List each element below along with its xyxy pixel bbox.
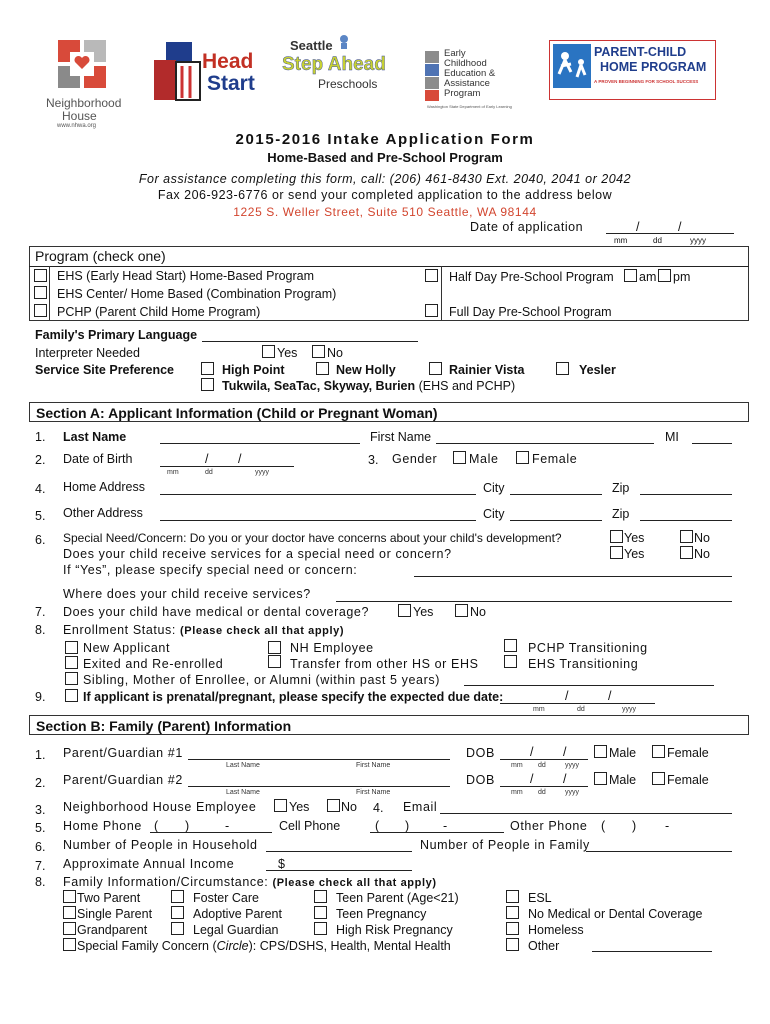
special-need-no-label: No bbox=[694, 531, 710, 545]
head-start-blocks-icon bbox=[152, 40, 204, 102]
income-dollar: $ bbox=[278, 857, 285, 871]
a-n7: 7. bbox=[35, 605, 46, 619]
a-n3: 3. bbox=[368, 453, 379, 467]
pg1-label: Parent/Guardian #1 bbox=[63, 746, 183, 760]
sa-seattle: Seattle bbox=[290, 38, 333, 53]
dob-label: Date of Birth bbox=[63, 452, 133, 466]
date-of-application-field[interactable] bbox=[606, 233, 734, 234]
hs-start: Start bbox=[207, 72, 255, 95]
b-n2: 2. bbox=[35, 776, 46, 790]
nh-employee-q-label: Neighborhood House Employee bbox=[63, 800, 257, 814]
home-phone-paren-close: ) bbox=[185, 819, 190, 833]
pchp-transitioning-checkbox[interactable] bbox=[504, 639, 517, 652]
transfer-checkbox[interactable] bbox=[268, 655, 281, 668]
pg2-dd: dd bbox=[538, 789, 546, 796]
two-parent-checkbox[interactable] bbox=[63, 890, 76, 903]
date-slash-2: / bbox=[678, 220, 682, 234]
program-divider bbox=[29, 266, 749, 267]
high-point-checkbox[interactable] bbox=[201, 362, 214, 375]
ehs-transitioning-label: EHS Transitioning bbox=[528, 657, 639, 671]
sibling-checkbox[interactable] bbox=[65, 672, 78, 685]
where-services-field[interactable] bbox=[336, 601, 732, 602]
special-concern-circle: Circle bbox=[216, 939, 249, 953]
b-n5: 5. bbox=[35, 821, 46, 835]
pg2-last-caption: Last Name bbox=[226, 789, 260, 796]
mi-field[interactable] bbox=[692, 443, 732, 444]
other-city-field[interactable] bbox=[510, 520, 602, 521]
b-nh-no-checkbox[interactable] bbox=[327, 799, 340, 812]
ehs-center-checkbox[interactable] bbox=[34, 286, 47, 299]
pg2-female-label: Female bbox=[667, 773, 709, 787]
teen-pregnancy-checkbox[interactable] bbox=[314, 906, 327, 919]
yesler-checkbox[interactable] bbox=[556, 362, 569, 375]
hs-head: Head bbox=[202, 50, 254, 73]
special-need-yes-label: Yes bbox=[624, 531, 645, 545]
adoptive-parent-label: Adoptive Parent bbox=[193, 907, 282, 921]
new-applicant-checkbox[interactable] bbox=[65, 641, 78, 654]
pg1-yyyy: yyyy bbox=[565, 762, 579, 769]
receive-services-yes-label: Yes bbox=[624, 547, 645, 561]
female-label: Female bbox=[532, 452, 578, 466]
special-need-yes-checkbox[interactable] bbox=[610, 530, 623, 543]
teen-pregnancy-label: Teen Pregnancy bbox=[336, 907, 427, 921]
email-field[interactable] bbox=[440, 813, 732, 814]
program-col-line bbox=[49, 266, 51, 321]
coverage-yes-checkbox[interactable] bbox=[398, 604, 411, 617]
single-parent-checkbox[interactable] bbox=[63, 906, 76, 919]
pg1-first-caption: First Name bbox=[356, 762, 391, 769]
program-col-line-2 bbox=[441, 266, 443, 321]
sibling-label: Sibling, Mother of Enrollee, or Alumni (within past 5 years) bbox=[83, 673, 440, 687]
receive-services-question: Does your child receive services for a special need or concern? bbox=[63, 547, 452, 561]
section-a-heading: Section A: Applicant Information (Child or Pregnant Woman) bbox=[29, 402, 749, 422]
prenatal-checkbox[interactable] bbox=[65, 689, 78, 702]
cell-phone-dash: - bbox=[443, 819, 448, 833]
dob-mm: mm bbox=[167, 469, 179, 476]
family-circ-label: Family Information/Circumstance: bbox=[63, 875, 269, 889]
pg1-dob-label: DOB bbox=[466, 746, 495, 760]
high-risk-label: High Risk Pregnancy bbox=[336, 923, 453, 937]
form-subtitle: Home-Based and Pre-School Program bbox=[267, 150, 503, 165]
eceap-l4: Assistance bbox=[444, 78, 490, 89]
b-n7: 7. bbox=[35, 859, 46, 873]
no-coverage-label: No Medical or Dental Coverage bbox=[528, 907, 703, 921]
home-phone-label: Home Phone bbox=[63, 819, 142, 833]
family-count-field[interactable] bbox=[586, 851, 732, 852]
home-phone-paren-open: ( bbox=[154, 819, 159, 833]
eceap-l5: Program bbox=[444, 88, 481, 99]
high-risk-checkbox[interactable] bbox=[314, 922, 327, 935]
sa-figure-icon bbox=[336, 34, 352, 50]
other-phone-label: Other Phone bbox=[510, 819, 588, 833]
rainier-vista-checkbox[interactable] bbox=[429, 362, 442, 375]
ehs-center-label: EHS Center/ Home Based (Combination Program) bbox=[57, 287, 337, 301]
b-n3: 3. bbox=[35, 803, 46, 817]
other-city-label: City bbox=[483, 507, 505, 521]
dob-field[interactable] bbox=[160, 466, 294, 467]
am-label: am bbox=[639, 270, 657, 284]
pg2-name-field[interactable] bbox=[188, 786, 450, 787]
enrollment-label: Enrollment Status: bbox=[63, 623, 176, 637]
adoptive-parent-checkbox[interactable] bbox=[171, 906, 184, 919]
home-phone-field[interactable] bbox=[150, 832, 272, 833]
pg1-dob-slash-1: / bbox=[530, 745, 534, 759]
dob-dd: dd bbox=[205, 469, 213, 476]
cell-phone-label: Cell Phone bbox=[279, 819, 341, 833]
interpreter-yes-checkbox[interactable] bbox=[262, 345, 275, 358]
half-day-checkbox[interactable] bbox=[425, 269, 438, 282]
eceap-l6: Washington State Department of Early Learning bbox=[427, 104, 512, 109]
single-parent-label: Single Parent bbox=[77, 907, 153, 921]
pg2-label: Parent/Guardian #2 bbox=[63, 773, 183, 787]
other-address-field[interactable] bbox=[160, 520, 476, 521]
due-slash-2: / bbox=[608, 689, 612, 703]
pg2-dob-slash-1: / bbox=[530, 772, 534, 786]
no-coverage-checkbox[interactable] bbox=[506, 906, 519, 919]
special-need-question: Special Need/Concern: Do you or your doctor have concerns about your child's development? bbox=[63, 531, 562, 545]
fax-line: Fax 206-923-6776 or send your completed application to the address below bbox=[157, 188, 613, 202]
due-slash-1: / bbox=[565, 689, 569, 703]
pg1-dob-field[interactable] bbox=[500, 759, 588, 760]
interpreter-yes-label: Yes bbox=[277, 346, 298, 360]
other-phone-dash: - bbox=[665, 819, 670, 833]
pc-l3: A PROVEN BEGINNING FOR SCHOOL SUCCESS bbox=[594, 79, 699, 84]
cell-phone-paren-open: ( bbox=[375, 819, 380, 833]
b-nh-yes-checkbox[interactable] bbox=[274, 799, 287, 812]
other-phone-paren-open: ( bbox=[601, 819, 606, 833]
coverage-question: Does your child have medical or dental coverage? bbox=[63, 605, 370, 619]
interpreter-label: Interpreter Needed bbox=[35, 346, 140, 360]
due-yyyy: yyyy bbox=[622, 706, 636, 713]
special-concern-options: ): CPS/DSHS, Health, Mental Health bbox=[248, 939, 451, 953]
cell-phone-field[interactable] bbox=[370, 832, 504, 833]
homeless-checkbox[interactable] bbox=[506, 922, 519, 935]
male-label: Male bbox=[469, 452, 499, 466]
eceap-l1: Early bbox=[444, 48, 466, 59]
other-zip-field[interactable] bbox=[640, 520, 732, 521]
nh-url: www.nhwa.org bbox=[57, 123, 97, 129]
teen-parent-label: Teen Parent (Age<21) bbox=[336, 891, 459, 905]
other-address-label: Other Address bbox=[63, 506, 143, 520]
new-holly-checkbox[interactable] bbox=[316, 362, 329, 375]
high-point-label: High Point bbox=[222, 363, 285, 377]
other-zip-label: Zip bbox=[612, 507, 630, 521]
income-field[interactable] bbox=[266, 870, 412, 871]
due-mm: mm bbox=[533, 706, 545, 713]
family-count-label: Number of People in Family bbox=[420, 838, 590, 852]
pg1-dob-slash-2: / bbox=[563, 745, 567, 759]
special-concern-checkbox[interactable] bbox=[63, 938, 76, 951]
pg1-last-caption: Last Name bbox=[226, 762, 260, 769]
eceap-icon bbox=[424, 50, 440, 102]
legal-guardian-checkbox[interactable] bbox=[171, 922, 184, 935]
date-mm: mm bbox=[614, 236, 628, 245]
dob-slash-2: / bbox=[238, 452, 242, 466]
foster-care-checkbox[interactable] bbox=[171, 890, 184, 903]
pg1-male-checkbox[interactable] bbox=[594, 745, 607, 758]
new-holly-label: New Holly bbox=[336, 363, 396, 377]
esl-label: ESL bbox=[528, 891, 552, 905]
nh-name2: House bbox=[62, 109, 97, 123]
exited-label: Exited and Re-enrolled bbox=[83, 657, 224, 671]
sa-step: Step Ahead bbox=[282, 54, 386, 75]
enrollment-note: (Please check all that apply) bbox=[180, 625, 345, 637]
b-nh-no-label: No bbox=[341, 800, 357, 814]
specify-need-label: If “Yes”, please specify special need or concern: bbox=[63, 563, 358, 577]
pg2-first-caption: First Name bbox=[356, 789, 391, 796]
home-address-field[interactable] bbox=[160, 494, 476, 495]
pg2-yyyy: yyyy bbox=[565, 789, 579, 796]
home-city-field[interactable] bbox=[510, 494, 602, 495]
pchp-label: PCHP (Parent Child Home Program) bbox=[57, 305, 261, 319]
pg1-mm: mm bbox=[511, 762, 523, 769]
receive-services-no-label: No bbox=[694, 547, 710, 561]
b-nh-yes-label: Yes bbox=[289, 800, 310, 814]
special-need-no-checkbox[interactable] bbox=[680, 530, 693, 543]
tukwila-note: (EHS and PCHP) bbox=[418, 379, 516, 393]
income-label: Approximate Annual Income bbox=[63, 857, 235, 871]
other-circ-label: Other bbox=[528, 939, 560, 953]
coverage-no-label: No bbox=[470, 605, 486, 619]
two-parent-label: Two Parent bbox=[77, 891, 141, 905]
foster-care-label: Foster Care bbox=[193, 891, 259, 905]
date-slash-1: / bbox=[636, 220, 640, 234]
household-field[interactable] bbox=[266, 851, 412, 852]
tukwila-checkbox[interactable] bbox=[201, 378, 214, 391]
female-checkbox[interactable] bbox=[516, 451, 529, 464]
primary-language-label: Family's Primary Language bbox=[35, 328, 198, 342]
cell-phone-paren-close: ) bbox=[405, 819, 410, 833]
pchp-checkbox[interactable] bbox=[34, 304, 47, 317]
b-n1: 1. bbox=[35, 748, 46, 762]
date-yyyy: yyyy bbox=[690, 236, 706, 245]
b-n8: 8. bbox=[35, 875, 46, 889]
ehs-transitioning-checkbox[interactable] bbox=[504, 655, 517, 668]
home-zip-label: Zip bbox=[612, 481, 630, 495]
form-title: 2015-2016 Intake Application Form bbox=[235, 131, 535, 148]
home-zip-field[interactable] bbox=[640, 494, 732, 495]
grandparent-label: Grandparent bbox=[77, 923, 148, 937]
section-b-heading: Section B: Family (Parent) Information bbox=[29, 715, 749, 735]
rainier-vista-label: Rainier Vista bbox=[449, 363, 525, 377]
home-address-label: Home Address bbox=[63, 480, 145, 494]
eceap-l3: Education & bbox=[444, 68, 496, 79]
eceap-l2: Childhood bbox=[444, 58, 487, 69]
pchp-transitioning-label: PCHP Transitioning bbox=[528, 641, 648, 655]
first-name-field[interactable] bbox=[436, 443, 654, 444]
pg1-name-field[interactable] bbox=[188, 759, 450, 760]
interpreter-no-label: No bbox=[327, 346, 343, 360]
a-n6: 6. bbox=[35, 533, 46, 547]
pm-label: pm bbox=[673, 270, 691, 284]
b-n4: 4. bbox=[373, 801, 384, 815]
gender-label: Gender bbox=[392, 452, 438, 466]
exited-checkbox[interactable] bbox=[65, 656, 78, 669]
male-checkbox[interactable] bbox=[453, 451, 466, 464]
a-n1: 1. bbox=[35, 430, 46, 444]
neighborhood-house-icon bbox=[54, 36, 110, 92]
where-services-label: Where does your child receive services? bbox=[63, 587, 311, 601]
a-n2: 2. bbox=[35, 453, 46, 467]
pg1-female-label: Female bbox=[667, 746, 709, 760]
address-line: 1225 S. Weller Street, Suite 510 Seattle, WA 98144 bbox=[233, 205, 537, 219]
homeless-label: Homeless bbox=[528, 923, 584, 937]
pg2-male-label: Male bbox=[609, 773, 637, 787]
pg2-dob-field[interactable] bbox=[500, 786, 588, 787]
tukwila-label: Tukwila, SeaTac, Skyway, Burien bbox=[222, 379, 416, 393]
interpreter-no-checkbox[interactable] bbox=[312, 345, 325, 358]
other-circ-checkbox[interactable] bbox=[506, 938, 519, 951]
last-name-label: Last Name bbox=[63, 430, 127, 444]
pg2-male-checkbox[interactable] bbox=[594, 772, 607, 785]
due-dd: dd bbox=[577, 706, 585, 713]
coverage-no-checkbox[interactable] bbox=[455, 604, 468, 617]
parent-child-logo bbox=[549, 40, 716, 100]
a-n4: 4. bbox=[35, 482, 46, 496]
specify-need-field[interactable] bbox=[414, 576, 732, 577]
a-n8: 8. bbox=[35, 623, 46, 637]
ehs-checkbox[interactable] bbox=[34, 269, 47, 282]
a-n5: 5. bbox=[35, 509, 46, 523]
service-site-label: Service Site Preference bbox=[35, 363, 174, 377]
pg1-female-checkbox[interactable] bbox=[652, 745, 665, 758]
first-name-label: First Name bbox=[370, 430, 432, 444]
pm-checkbox[interactable] bbox=[658, 269, 671, 282]
a-n9: 9. bbox=[35, 690, 46, 704]
special-concern-label: Special Family Concern ( bbox=[77, 939, 217, 953]
half-day-label: Half Day Pre-School Program bbox=[449, 270, 614, 284]
am-checkbox[interactable] bbox=[624, 269, 637, 282]
assistance-line: For assistance completing this form, call: (206) 461-8430 Ext. 2040, 2041 or 2042 bbox=[138, 172, 632, 186]
nh-name: Neighborhood bbox=[46, 96, 122, 110]
pc-kids-icon bbox=[553, 44, 591, 88]
transfer-label: Transfer from other HS or EHS bbox=[290, 657, 479, 671]
pg2-dob-label: DOB bbox=[466, 773, 495, 787]
sa-pre: Preschools bbox=[318, 77, 378, 91]
home-city-label: City bbox=[483, 481, 505, 495]
nh-employee-label: NH Employee bbox=[290, 641, 374, 655]
mi-label: MI bbox=[665, 430, 679, 444]
program-heading: Program (check one) bbox=[35, 248, 166, 264]
family-circ-note: (Please check all that apply) bbox=[272, 877, 437, 889]
nh-employee-checkbox[interactable] bbox=[268, 641, 281, 654]
pg1-male-label: Male bbox=[609, 746, 637, 760]
receive-services-yes-checkbox[interactable] bbox=[610, 546, 623, 559]
pc-l1: PARENT-CHILD bbox=[594, 45, 687, 59]
yesler-label: Yesler bbox=[579, 363, 616, 377]
pg2-female-checkbox[interactable] bbox=[652, 772, 665, 785]
grandparent-checkbox[interactable] bbox=[63, 922, 76, 935]
due-date-field[interactable] bbox=[500, 703, 655, 704]
pg2-mm: mm bbox=[511, 789, 523, 796]
date-of-application-label: Date of application bbox=[470, 220, 584, 234]
other-circ-field[interactable] bbox=[592, 951, 712, 952]
pg2-dob-slash-2: / bbox=[563, 772, 567, 786]
full-day-checkbox[interactable] bbox=[425, 304, 438, 317]
other-phone-paren-close: ) bbox=[632, 819, 637, 833]
b-n6: 6. bbox=[35, 840, 46, 854]
dob-yyyy: yyyy bbox=[255, 469, 269, 476]
primary-language-field[interactable] bbox=[202, 341, 418, 342]
new-applicant-label: New Applicant bbox=[83, 641, 171, 655]
date-dd: dd bbox=[653, 236, 662, 245]
sibling-field[interactable] bbox=[464, 685, 714, 686]
esl-checkbox[interactable] bbox=[506, 890, 519, 903]
last-name-field[interactable] bbox=[160, 443, 360, 444]
email-label: Email bbox=[403, 800, 438, 814]
pg1-dd: dd bbox=[538, 762, 546, 769]
dob-slash-1: / bbox=[205, 452, 209, 466]
home-phone-dash: - bbox=[225, 819, 230, 833]
teen-parent-checkbox[interactable] bbox=[314, 890, 327, 903]
household-label: Number of People in Household bbox=[63, 838, 258, 852]
receive-services-no-checkbox[interactable] bbox=[680, 546, 693, 559]
legal-guardian-label: Legal Guardian bbox=[193, 923, 279, 937]
prenatal-label: If applicant is prenatal/pregnant, please specify the expected due date: bbox=[83, 690, 504, 704]
pc-l2: HOME PROGRAM bbox=[600, 60, 707, 74]
coverage-yes-label: Yes bbox=[413, 605, 434, 619]
full-day-label: Full Day Pre-School Program bbox=[449, 305, 612, 319]
ehs-label: EHS (Early Head Start) Home-Based Program bbox=[57, 269, 315, 283]
